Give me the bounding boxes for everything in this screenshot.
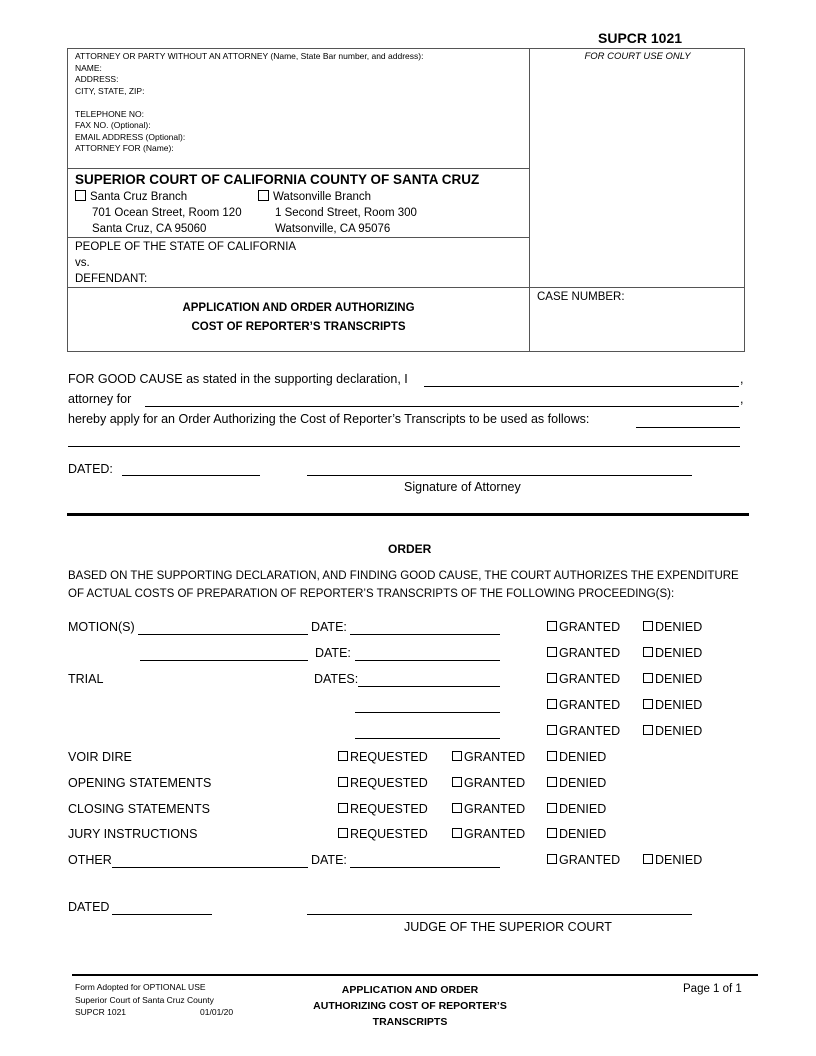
decision-row: DENIED: [643, 698, 702, 712]
footer-left: Form Adopted for OPTIONAL USE Superior Court of Santa Cruz County SUPCR 1021 01/01/20: [75, 982, 234, 1017]
case-number-label: CASE NUMBER:: [537, 291, 625, 303]
telephone-label: TELEPHONE NO:: [75, 108, 144, 119]
decision-row: DENIED: [643, 724, 702, 738]
declarant-name-field[interactable]: [424, 386, 739, 387]
name-label: NAME:: [75, 62, 102, 73]
granted-option: GRANTED: [452, 802, 525, 816]
trial-date-field[interactable]: [358, 686, 500, 687]
order-paragraph: BASED ON THE SUPPORTING DECLARATION, AND FINDING GOOD CAUSE, THE COURT AUTHORIZES THE EXPENDITURE OF ACTUAL COSTS OF PREPARATION OF REPORTER’S TRANSCRIPTS OF THE FOLLOWING PROCEEDING(S):: [68, 570, 739, 600]
attorney-for-field[interactable]: [145, 406, 739, 407]
email-label: EMAIL ADDRESS (Optional):: [75, 131, 186, 142]
denied-option: DENIED: [547, 802, 606, 816]
defendant-label: DEFENDANT:: [75, 273, 148, 285]
order-heading: ORDER: [388, 542, 432, 556]
watsonville-checkbox[interactable]: [258, 190, 269, 201]
denied-checkbox[interactable]: [643, 699, 653, 709]
branch-name: Watsonville Branch: [273, 191, 372, 203]
decision-row: GRANTED: [547, 620, 620, 634]
granted-checkbox[interactable]: [547, 673, 557, 683]
divider: [67, 287, 745, 288]
granted-checkbox[interactable]: [452, 803, 462, 813]
granted-checkbox[interactable]: [547, 725, 557, 735]
decision-row: DENIED: [643, 646, 702, 660]
usage-field[interactable]: [636, 427, 740, 428]
motions-label: MOTION(S): [68, 620, 135, 634]
requested-option: REQUESTED: [338, 802, 428, 816]
application-line-3: hereby apply for an Order Authorizing the Cost of Reporter’s Transcripts to be used as follows:: [68, 412, 590, 426]
dated-label: DATED:: [68, 462, 113, 476]
address-label: ADDRESS:: [75, 74, 119, 84]
branch-watsonville: [258, 189, 417, 237]
denied-checkbox[interactable]: [643, 854, 653, 864]
voir-dire-label: VOIR DIRE: [68, 750, 132, 764]
granted-checkbox[interactable]: [547, 647, 557, 657]
denied-option: DENIED: [547, 776, 606, 790]
page-number: Page 1 of 1: [683, 983, 742, 995]
people-label: PEOPLE OF THE STATE OF CALIFORNIA: [75, 241, 297, 253]
judge-label: JUDGE OF THE SUPERIOR COURT: [404, 920, 612, 934]
order-dated-label: DATED: [68, 900, 110, 914]
requested-option: REQUESTED: [338, 750, 428, 764]
jury-label: JURY INSTRUCTIONS: [68, 827, 198, 841]
trial-date-field[interactable]: [355, 712, 500, 713]
dated-field[interactable]: [122, 475, 260, 476]
granted-option: GRANTED: [452, 750, 525, 764]
court-title: SUPERIOR COURT OF CALIFORNIA COUNTY OF SANTA CRUZ: [75, 172, 480, 187]
santa-cruz-checkbox[interactable]: [75, 190, 86, 201]
divider: [67, 168, 529, 169]
denied-checkbox[interactable]: [643, 673, 653, 683]
granted-checkbox[interactable]: [452, 751, 462, 761]
denied-checkbox[interactable]: [547, 828, 557, 838]
judge-signature-field[interactable]: [307, 914, 692, 915]
branch-santa-cruz: [75, 189, 242, 237]
application-line-1: FOR GOOD CAUSE as stated in the supporting declaration, I: [68, 372, 408, 386]
date-label: DATE:: [311, 620, 347, 634]
decision-row: DENIED: [643, 620, 702, 634]
court-use-label: FOR COURT USE ONLY: [584, 51, 691, 62]
granted-checkbox[interactable]: [452, 828, 462, 838]
comma: ,: [740, 372, 744, 386]
denied-checkbox[interactable]: [643, 725, 653, 735]
comma: ,: [740, 392, 744, 406]
motion-date-field[interactable]: [355, 660, 500, 661]
dates-label: DATES:: [314, 672, 359, 686]
signature-label: Signature of Attorney: [404, 480, 521, 494]
other-field[interactable]: [112, 867, 308, 868]
granted-checkbox[interactable]: [547, 621, 557, 631]
granted-option: GRANTED: [452, 827, 525, 841]
fax-label: FAX NO. (Optional):: [75, 120, 151, 130]
attorney-signature-field[interactable]: [307, 475, 692, 476]
denied-checkbox[interactable]: [643, 647, 653, 657]
requested-checkbox[interactable]: [338, 803, 348, 813]
document-title: APPLICATION AND ORDER AUTHORIZING COST OF REPORTER’S TRANSCRIPTS: [182, 302, 415, 333]
denied-option: DENIED: [547, 827, 606, 841]
requested-checkbox[interactable]: [338, 828, 348, 838]
denied-option: DENIED: [547, 750, 606, 764]
closing-label: CLOSING STATEMENTS: [68, 802, 210, 816]
requested-checkbox[interactable]: [338, 751, 348, 761]
usage-field-continued[interactable]: [68, 446, 740, 447]
motion-field[interactable]: [138, 634, 308, 635]
requested-option: REQUESTED: [338, 827, 428, 841]
requested-checkbox[interactable]: [338, 777, 348, 787]
motion-date-field[interactable]: [350, 634, 500, 635]
decision-row: GRANTED: [547, 672, 620, 686]
granted-checkbox[interactable]: [547, 699, 557, 709]
decision-row: GRANTED: [547, 698, 620, 712]
decision-row: GRANTED: [547, 646, 620, 660]
decision-row: DENIED: [643, 672, 702, 686]
opening-label: OPENING STATEMENTS: [68, 776, 212, 790]
footer-divider: [72, 974, 758, 976]
denied-checkbox[interactable]: [547, 803, 557, 813]
branch-address: 1 Second Street, Room 300: [275, 207, 417, 219]
section-divider: [67, 513, 749, 516]
branch-city: Santa Cruz, CA 95060: [92, 223, 207, 235]
footer-title: APPLICATION AND ORDER AUTHORIZING COST OF REPORTER’S TRANSCRIPTS: [313, 984, 507, 1028]
parties-block: [75, 239, 296, 287]
decision-row: GRANTED: [547, 724, 620, 738]
granted-checkbox[interactable]: [452, 777, 462, 787]
granted-option: GRANTED: [452, 776, 525, 790]
branch-address: 701 Ocean Street, Room 120: [92, 207, 242, 219]
other-date-field[interactable]: [350, 867, 500, 868]
form-number: SUPCR 1021: [598, 30, 683, 46]
trial-date-field[interactable]: [355, 738, 500, 739]
order-dated-field[interactable]: [112, 914, 212, 915]
caption-divider: [529, 48, 530, 352]
vs-label: vs.: [75, 257, 90, 269]
attorney-for-label: ATTORNEY FOR (Name):: [75, 143, 174, 153]
decision-row: GRANTED: [547, 853, 620, 867]
divider: [67, 237, 529, 238]
branch-name: Santa Cruz Branch: [90, 191, 188, 203]
denied-checkbox[interactable]: [547, 751, 557, 761]
attorney-block: [75, 51, 423, 155]
trial-label: TRIAL: [68, 672, 104, 686]
granted-checkbox[interactable]: [547, 854, 557, 864]
requested-option: REQUESTED: [338, 776, 428, 790]
branch-city: Watsonville, CA 95076: [275, 223, 391, 235]
application-line-2: attorney for: [68, 392, 132, 406]
date-label: DATE:: [315, 646, 351, 660]
motion-field[interactable]: [140, 660, 308, 661]
decision-row: DENIED: [643, 853, 702, 867]
date-label: DATE:: [311, 853, 347, 867]
other-label: OTHER: [68, 853, 112, 867]
attorney-header: ATTORNEY OR PARTY WITHOUT AN ATTORNEY (Name, State Bar number, and address):: [75, 51, 424, 61]
denied-checkbox[interactable]: [643, 621, 653, 631]
city-label: CITY, STATE, ZIP:: [75, 85, 145, 96]
denied-checkbox[interactable]: [547, 777, 557, 787]
